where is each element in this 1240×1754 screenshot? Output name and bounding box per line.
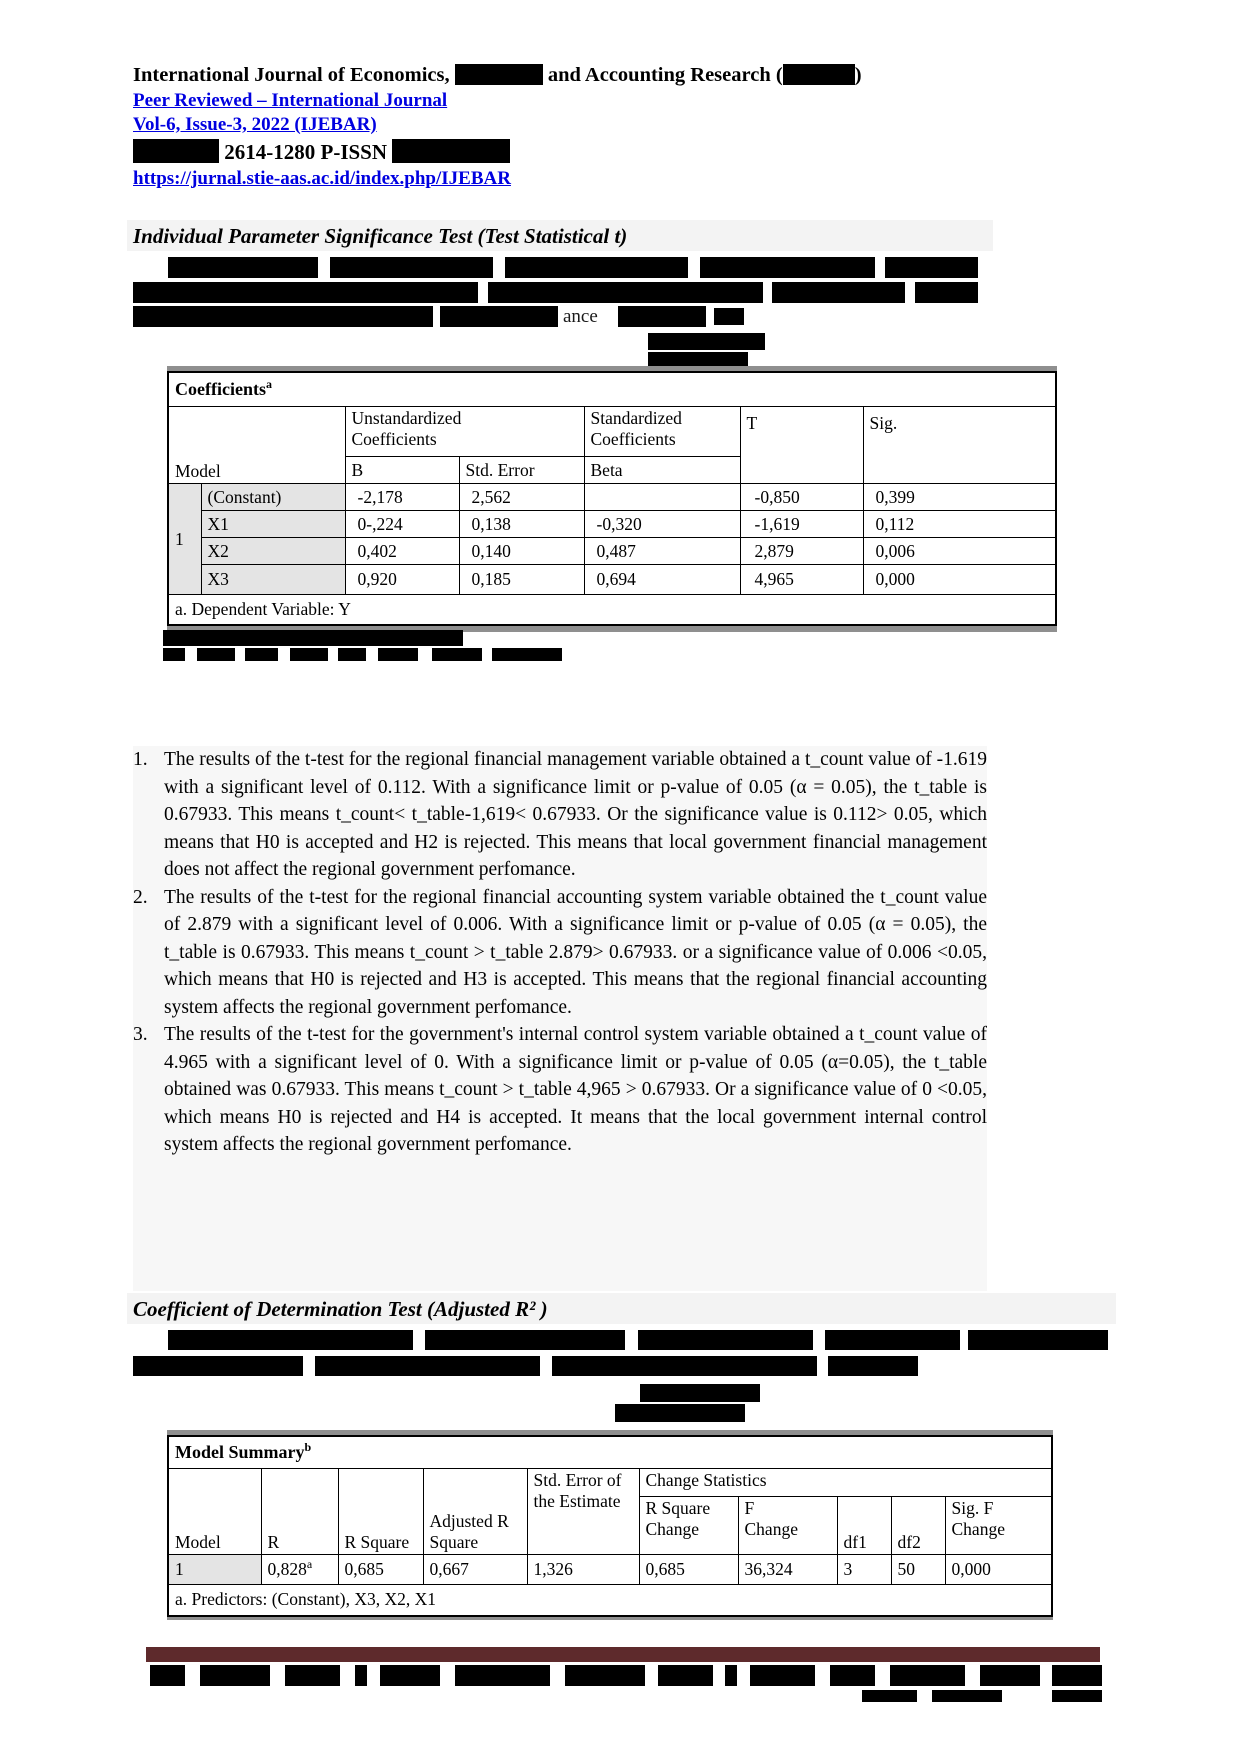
table-row [168,484,1056,511]
journal-title-part3: ) [854,64,862,86]
visible-text-fragment: ance [563,306,598,327]
cell-sig-f-change: 0,000 [945,1555,1052,1585]
cell-std-error-estimate: 1,326 [527,1555,639,1585]
cell-adj-r-square: 0,667 [423,1555,527,1585]
cell-r-superscript: a [306,1557,313,1572]
redaction-bar [552,1356,817,1376]
redaction-bar [197,648,235,661]
redaction-bar [200,1665,270,1686]
redaction-bar [168,257,318,278]
col-header-df2: df2 [891,1497,945,1555]
cell-beta: 0,487 [584,538,740,565]
cell-b: 0-,224 [345,511,459,538]
redaction-bar [440,306,558,327]
list-item [133,746,987,884]
col-header-beta: Beta [584,457,740,484]
cell-t: 4,965 [740,565,863,595]
cell-f-change: 36,324 [738,1555,837,1585]
col-header-model: Model [168,407,345,484]
list-item-number: 3. [133,1024,148,1045]
list-item-text: The results of the t-test for the regional financial accounting system variable obtained the t_count value of 2.879 with a significant level of 0.006. With a significance limit or p-value of 0.05 (α = 0.05), the t_table is 0.67933. This means t_count > t_table 2.879> 0.67933. or a significance value of 0.006 <0.05, which means that H0 is rejected and H3 is accepted. This means that the regional financial accounting system affects the regional government perfomance. [164,886,987,1018]
journal-header [133,62,1123,191]
col-header-r: R [261,1469,338,1555]
redaction-bar [658,1665,713,1686]
table-row [168,1555,1052,1585]
model-summary-footnote: a. Predictors: (Constant), X3, X2, X1 [168,1585,1052,1616]
cell-b: 0,402 [345,538,459,565]
col-header-std-error-estimate: Std. Error of the Estimate [527,1469,639,1555]
redaction-bar [830,1665,875,1686]
cell-r-square: 0,685 [338,1555,423,1585]
redaction-bar [648,333,765,350]
cell-sig: 0,399 [863,484,1056,511]
cell-r-value: 0,828 [267,1559,307,1579]
redaction-bar [750,1665,815,1686]
list-item [133,884,987,1022]
col-header-r-square: R Square [338,1469,423,1555]
redaction-bar [133,282,478,303]
redaction-bar [638,1330,813,1350]
redaction-bar [488,282,763,303]
cell-b: 0,920 [345,565,459,595]
cell-b: -2,178 [345,484,459,511]
coefficients-table-wrapper [167,366,1057,632]
table-row [168,565,1056,595]
redaction-bar [618,306,706,327]
redaction-bar [980,1665,1040,1686]
col-header-change-statistics: Change Statistics [639,1469,1052,1497]
model-summary-table-wrapper [167,1430,1053,1620]
redaction-bar [772,282,905,303]
redaction-bar [968,1330,1108,1350]
cell-t: -0,850 [740,484,863,511]
col-header-t: T [740,407,863,484]
redaction-bar [640,1384,760,1402]
col-header-standardized: Standardized Coefficients [584,407,740,457]
redaction-bar [133,1356,303,1376]
col-header-unstandardized: Unstandardized Coefficients [345,407,584,457]
col-header-r-square-change: R Square Change [639,1497,738,1555]
redaction-bar [285,1665,340,1686]
model-summary-table [167,1435,1053,1617]
redaction-bar [1052,1665,1102,1686]
redaction-bar [565,1665,645,1686]
redaction-bar [168,1330,413,1350]
cell-sig: 0,112 [863,511,1056,538]
coefficients-title-superscript: a [265,377,272,391]
redaction-bar [455,1665,550,1686]
col-header-df1: df1 [837,1497,891,1555]
journal-title-part1: International Journal of Economics, [133,64,455,86]
redaction-bar [825,1330,960,1350]
model-summary-title-superscript: b [304,1440,312,1454]
footer-divider-bar [146,1647,1100,1662]
cell-t: 2,879 [740,538,863,565]
col-header-std-error: Std. Error [459,457,584,484]
list-item [133,1021,987,1159]
redaction-bar [700,257,875,278]
journal-title-part2: and Accounting Research ( [542,64,783,86]
coefficients-table-title [168,372,1056,407]
row-label: X3 [201,565,345,595]
redaction-bar [330,257,493,278]
cell-std-error: 2,562 [459,484,584,511]
journal-url-link[interactable]: https://jurnal.stie-aas.ac.id/index.php/IJEBAR [133,168,511,189]
redaction-bar [378,648,418,661]
col-header-sig: Sig. [863,407,1056,484]
findings-list [133,746,987,1291]
redaction-bar [1052,1690,1102,1702]
redaction-bar [885,257,978,278]
redaction-bar [505,257,688,278]
col-header-b: B [345,457,459,484]
redaction-bar [932,1690,1002,1702]
volume-issue-link[interactable]: Vol-6, Issue-3, 2022 (IJEBAR) [133,114,377,135]
redaction-bar [133,139,219,163]
redaction-bar [648,352,748,367]
list-item-number: 2. [133,886,148,908]
redaction-bar [432,648,482,661]
cell-beta: 0,694 [584,565,740,595]
peer-reviewed-link[interactable]: Peer Reviewed – International Journal [133,90,448,111]
coefficients-table-footnote: a. Dependent Variable: Y [168,595,1056,625]
redaction-bar [783,64,855,85]
coefficients-title-text: Coefficients [175,379,266,399]
section-heading-r2: Coefficient of Determination Test (Adjusted R² ) [127,1293,1116,1324]
model-number-cell: 1 [168,484,201,595]
coefficients-table [167,371,1057,626]
redaction-bar [492,648,562,661]
redaction-bar [392,139,510,163]
cell-beta [584,484,740,511]
issn-text: 2614-1280 P-ISSN [224,140,388,164]
cell-beta: -0,320 [584,511,740,538]
col-header-model: Model [168,1469,261,1555]
cell-sig: 0,006 [863,538,1056,565]
table-row [168,538,1056,565]
cell-model: 1 [168,1555,261,1585]
redaction-bar [915,282,978,303]
row-label: (Constant) [201,484,345,511]
redaction-bar [380,1665,440,1686]
redaction-bar [163,648,185,661]
redaction-bar [338,648,366,661]
redaction-bar [315,1356,540,1376]
cell-std-error: 0,185 [459,565,584,595]
cell-std-error: 0,138 [459,511,584,538]
redaction-bar [245,648,278,661]
col-header-adj-r-square: Adjusted R Square [423,1469,527,1555]
cell-r [261,1555,338,1585]
redaction-bar [890,1665,965,1686]
col-header-sig-f-change: Sig. F Change [945,1497,1052,1555]
redaction-bar [725,1665,737,1686]
col-header-f-change: F Change [738,1497,837,1555]
issn-line [133,137,1123,167]
redaction-bar [355,1665,367,1686]
cell-std-error: 0,140 [459,538,584,565]
list-item-text: The results of the t-test for the government's internal control system variable obtained a t_count value of 4.965 with a significant level of 0. With a significance limit or p-value of 0.05 (α=0.05), the t_table obtained was 0.67933. This means t_count > t_table 4,965 > 0.67933. Or a significance value of 0 <0.05, which means H0 is rejected and H4 is accepted. It means that the local government internal control system affects the regional government perfomance. [164,1024,987,1155]
redaction-bar [455,64,543,85]
redaction-bar [133,306,433,327]
redaction-bar [828,1356,918,1376]
model-summary-title-text: Model Summary [175,1442,305,1462]
redaction-bar [615,1404,745,1422]
cell-t: -1,619 [740,511,863,538]
row-label: X2 [201,538,345,565]
table-row [168,511,1056,538]
row-label: X1 [201,511,345,538]
list-item-number: 1. [133,749,148,770]
cell-r-square-change: 0,685 [639,1555,738,1585]
list-item-text: The results of the t-test for the regional financial management variable obtained a t_count value of -1.619 with a significant level of 0.112. With a significance limit or p-value of 0.05 (α = 0.05), the t_table is 0.67933. This means t_count< t_table-1,619< 0.67933. Or the significance value is 0.112> 0.05, which means that H0 is accepted and H2 is rejected. This means that local government financial management does not affect the regional government perfomance. [164,749,987,880]
model-summary-title [168,1436,1052,1469]
redaction-bar [290,648,328,661]
redaction-bar [714,308,744,325]
cell-df2: 50 [891,1555,945,1585]
section-heading-t-test: Individual Parameter Significance Test (Test Statistical t) [127,220,993,251]
redaction-bar [150,1665,185,1686]
redaction-bar [425,1330,625,1350]
redaction-bar [163,630,463,646]
cell-sig: 0,000 [863,565,1056,595]
redaction-bar [862,1690,917,1702]
cell-df1: 3 [837,1555,891,1585]
journal-title [133,62,1123,89]
